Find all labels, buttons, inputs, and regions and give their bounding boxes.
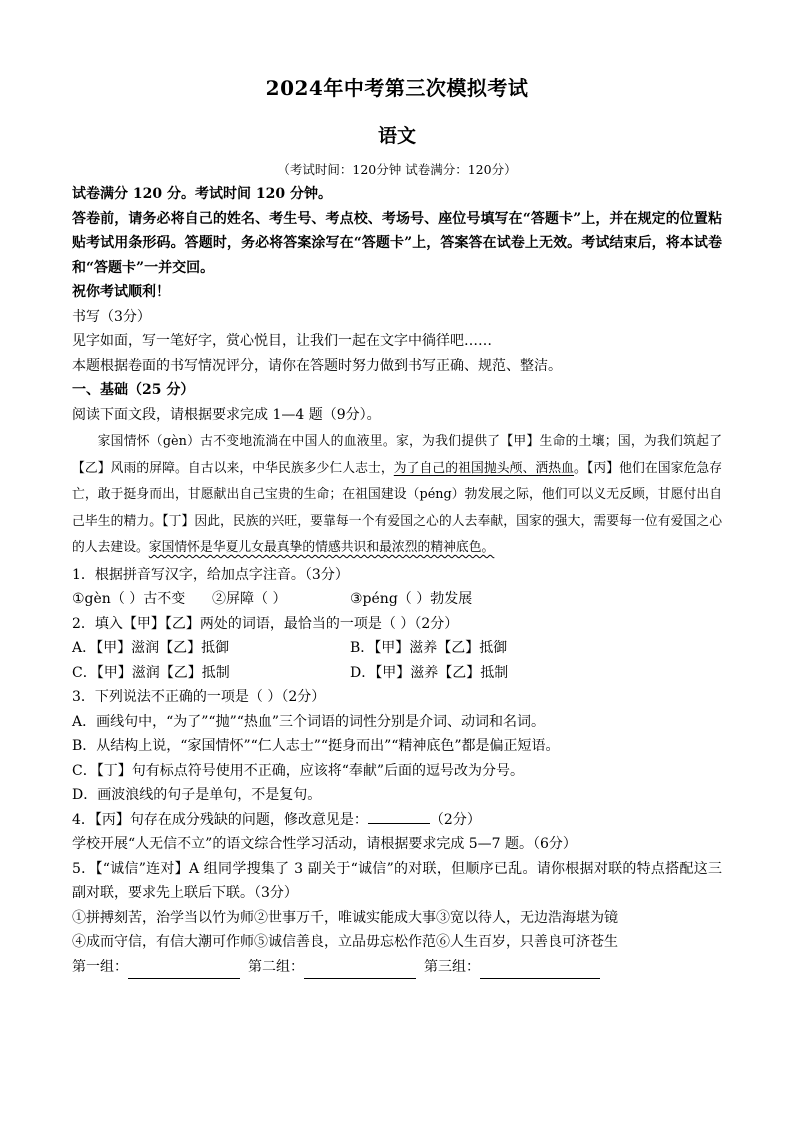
q1-item-b: ②屏障（ ） [212,591,287,607]
q3-stem: 3．下列说法不正确的一项是（ ）（2分） [72,689,326,705]
exam-page [72,70,722,979]
q1-options [72,587,722,612]
q1-item-c: ③péng（ ）勃发展 [350,591,473,607]
writing-line-2: 本题根据卷面的书写情况评分，请你在答题时努力做到书写正确、规范、整洁。 [72,357,562,374]
q3-option-a: A．画线句中，“为了”“抛”“热血”三个词语的词性分别是介词、动词和名词。 [72,713,546,730]
q2-option-c: C．【甲】滋润【乙】抵制 [72,664,230,681]
q1-stem: 1．根据拼音写汉字，给加点字注音。（3分） [72,566,349,583]
q2-stem: 2．填入【甲】【乙】两处的词语，最恰当的一项是（ ）（2分） [72,615,459,632]
q4-score: （2分） [429,811,481,828]
group3-answer-blank[interactable] [480,964,600,979]
wavy-underlined-sentence: 家国情怀是华夏儿女最真挚的情感共识和最浓烈的精神底色。 [148,540,495,555]
q5-answer-groups [72,955,722,980]
q5-stem: 5．【“诚信”连对】A 组同学搜集了 3 副关于“诚信”的对联，但顺序已乱。请你根据对联的特点搭配这三副对联，要求先上联后下联。（3分） [72,860,722,901]
group3-label: 第三组： [424,958,480,975]
couplet-list-1: ①拼搏刻苦，治学当以竹为师②世事万千，唯诚实能成大事③宽以待人，无边浩海堪为镜 [72,909,618,926]
underlined-sentence: 为了自己的祖国抛头颅、洒热血 [393,460,575,476]
writing-heading: 书写（3分） [72,308,151,325]
subject-title: 语文 [377,125,416,147]
q3-option-c: C．【丁】句有标点符号使用不正确，应该将“奉献”后面的逗号改为分号。 [72,762,525,779]
exam-title: 2024年中考第三次模拟考试 [265,76,529,100]
writing-line-1: 见字如面，写一笔好字，赏心悦目，让我们一起在文字中徜徉吧…… [72,333,492,349]
passage-text-1: 家国情怀（gèn）古不变地流淌在中国人的血液里。家，为我们提供了【甲】生命的土壤；国，为我们筑起了【乙】风雨的屏障。自古以来，中华民族多少仁人志士， [72,434,722,476]
instruction-score-line: 试卷满分 120 分。考试时间 120 分钟。 [72,186,332,202]
instruction-paragraph: 答卷前，请务必将自己的姓名、考生号、考点校、考场号、座位号填写在“答题卡”上，并在规定的位置粘贴考试用条形码。答题时，务必将答案涂写在“答题卡”上，答案答在试卷上无效。考试结束后，将本试卷和“答题卡”一并交回。 [72,210,722,276]
good-luck-line: 祝你考试顺利！ [72,284,170,300]
q3-option-b: B．从结构上说，“家国情怀”“仁人志士”“挺身而出”“精神底色”都是偏正短语。 [72,738,560,754]
passage-text-2: 。【丙】他们在国家危急存亡，敢于挺身而出，甘愿献出自己宝贵的生命；在祖国建设（péng）勃发展之际，他们可以义无反顾，甘愿付出自己毕生的精力。【丁】因此，民族的兴旺，要靠每一个有爱国之心的人去奉献，国家的强大，需要每一位有爱国之心的人去建设。 [72,460,723,555]
q2-option-b: B．【甲】滋养【乙】抵御 [350,640,508,656]
group1-label: 第一组： [72,958,128,975]
q3-option-d: D．画波浪线的句子是单句，不是复句。 [72,787,322,803]
q1-item-a: ①gèn（ ）古不变 [72,591,186,607]
section1-intro: 阅读下面文段，请根据要求完成 1—4 题（9分）。 [72,406,381,423]
group1-answer-blank[interactable] [128,964,240,979]
q4-stem: 4．【丙】句存在成分残缺的问题，修改意见是： [72,811,368,828]
couplet-list-2: ④成而守信，有信大潮可作师⑤诚信善良，立品毋忘松作范⑥人生百岁，只善良可济苍生 [72,934,618,950]
q2-option-d: D．【甲】滋养【乙】抵制 [350,664,509,681]
q2-option-a: A．【甲】滋润【乙】抵御 [72,640,230,656]
q4-answer-blank[interactable] [368,809,430,824]
reading-passage [72,429,722,562]
q2-options-row-2 [72,661,722,686]
group2-label: 第二组： [248,958,304,975]
activity-intro: 学校开展“人无信不立”的语文综合性学习活动，请根据要求完成 5—7 题。（6分） [72,836,577,852]
section1-heading: 一、基础（25 分） [72,382,195,398]
time-info: （考试时间：120分钟 试卷满分：120分） [277,162,517,177]
q4-line [72,808,722,833]
q2-options-row-1 [72,636,722,661]
group2-answer-blank[interactable] [304,964,416,979]
